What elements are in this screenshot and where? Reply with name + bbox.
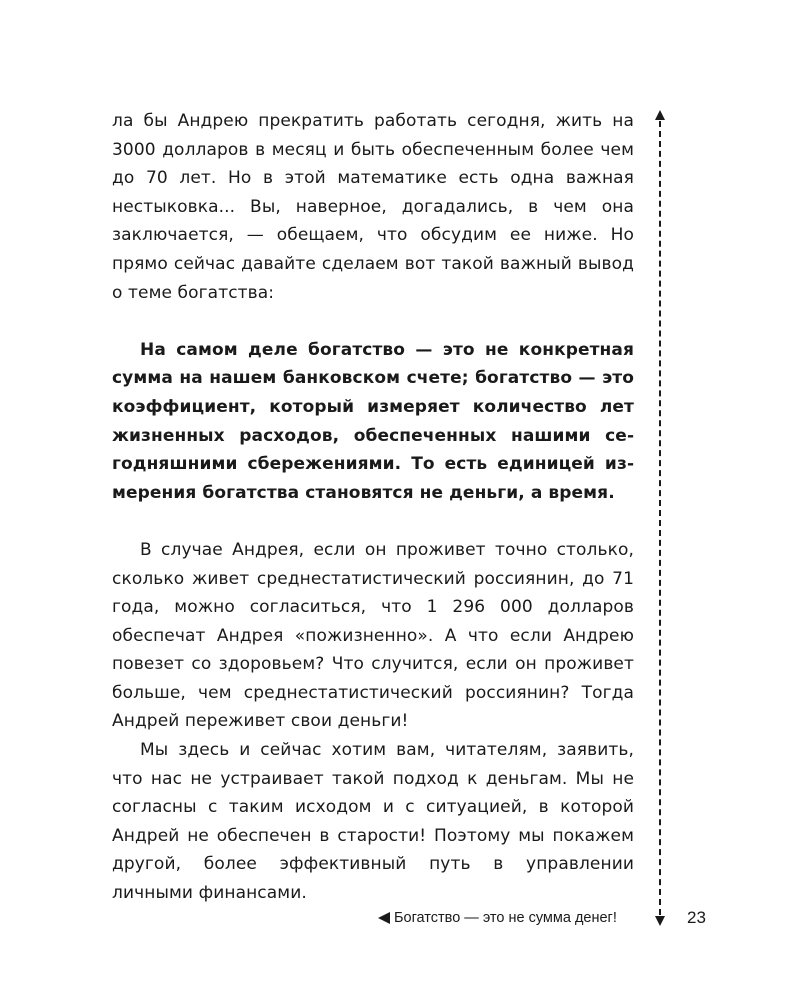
page-body	[112, 107, 634, 908]
side-dashed-rule	[654, 110, 666, 926]
spacer	[112, 507, 634, 536]
running-title: Богатство — это не сумма денег!	[394, 910, 617, 926]
paragraph-continuation: ла бы Андрею прекратить работать сегодня, жить на 3000 долларов в месяц и быть обеспеченным более чем до 70 лет. Но в этой математике есть одна важная нестыковка... Вы, наверное, догадались, в чем она заключается, — обещаем, что обсудим ее ниже. Но прямо сейчас давайте сделаем вот такой важный вывод о теме богатства:	[112, 111, 634, 303]
highlight-paragraph: На самом деле богатство — это не конкретная сумма на нашем банковском счете; богатство — это коэффициент, который измеряет количество лет жизненных расходов, обеспеченных нашими сегодняшними сбережениями. То есть единицей измерения богатства становятся не деньги, а время.	[112, 339, 634, 503]
arrow-up-icon	[655, 110, 665, 120]
triangle-left-icon	[378, 912, 390, 924]
page-number: 23	[687, 908, 706, 927]
spacer	[112, 307, 634, 336]
page-footer	[0, 908, 800, 928]
paragraph-andrey-case: В случае Андрея, если он проживет точно столько, сколько живет среднестатистический россиянин, до 71 года, можно согласиться, что 1 296 000 долларов обеспечат Андрея «пожизненно». А что если Андрею повезет со здоровьем? Что случится, если он проживет больше, чем среднестатистический россиянин? Тогда Андрей переживет свои деньги!	[112, 539, 634, 732]
paragraph-authors-statement: Мы здесь и сейчас хотим вам, читателям, заявить, что нас не устраивает такой подход к деньгам. Мы не согласны с таким исходом и с ситуацией, в которой Андрей не обеспечен в старости! Поэтому мы покажем другой, более эффективный путь в управлении личными финансами.	[112, 740, 634, 904]
dashed-line	[659, 121, 661, 915]
